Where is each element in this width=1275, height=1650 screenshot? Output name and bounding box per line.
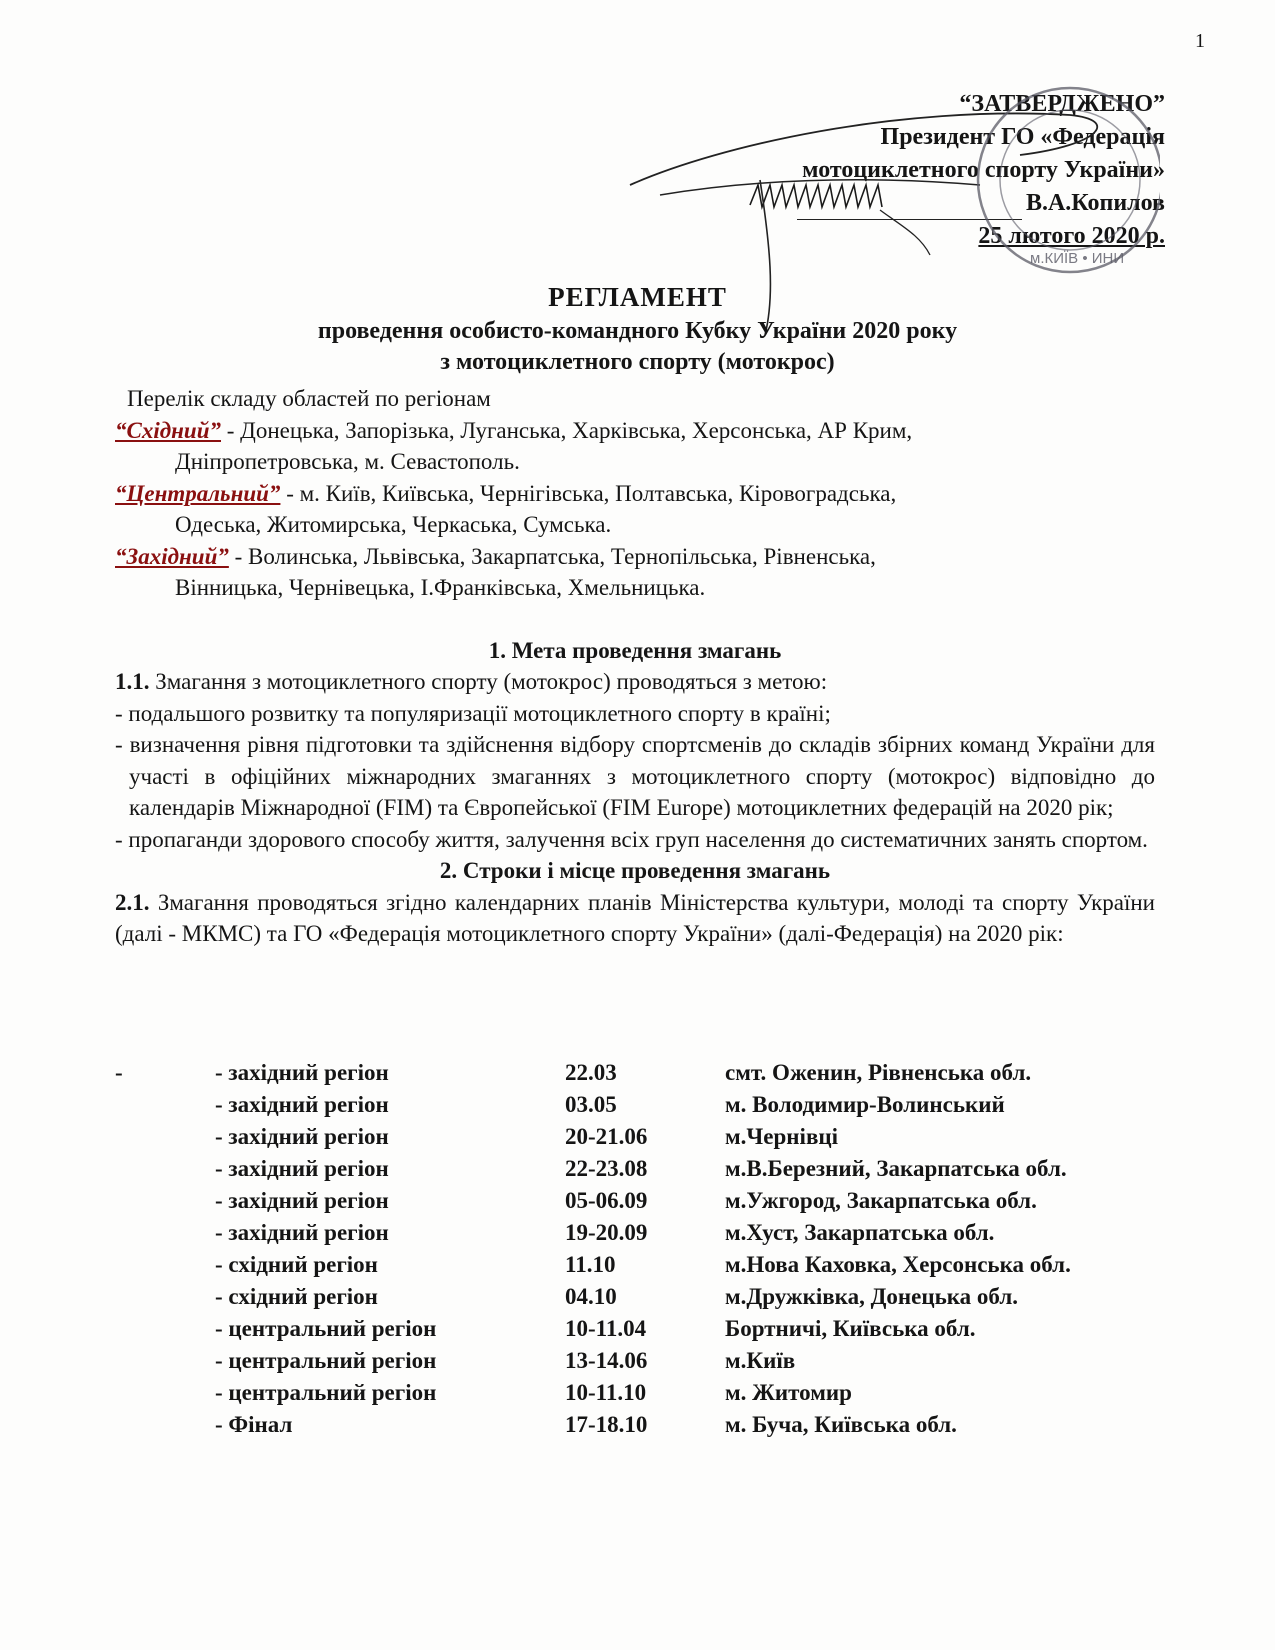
row-region: - західний регіон	[215, 1124, 389, 1149]
row-place: м.Чернівці	[725, 1124, 839, 1149]
list-item: - подальшого розвитку та популяризації мотоциклетного спорту в країні;	[115, 700, 831, 726]
row-place: м.Нова Каховка, Херсонська обл.	[725, 1252, 1071, 1277]
row-place: м. Житомир	[725, 1380, 852, 1405]
row-date: 17-18.10	[565, 1412, 648, 1437]
row-dash: -	[115, 1060, 123, 1085]
paragraph-number: 1.1.	[115, 669, 150, 694]
regions-intro: Перелік складу областей по регіонам	[127, 386, 491, 411]
row-date: 05-06.09	[565, 1188, 648, 1213]
approval-date: 25 лютого 2020 р.	[978, 223, 1165, 249]
row-date: 22-23.08	[565, 1156, 648, 1181]
document-body	[115, 383, 1155, 950]
list-item: - визначення рівня підготовки та здійснення відбору спортсменів до складів збірних команд України для участі в офіційних міжнародних змаганнях з мотоциклетного спорту (мотокрос) відповідно до календарів Міжнародної (FIM) та Європейської (FIM Europe) мотоциклетних федерацій на 2020 рік;	[115, 732, 1155, 820]
page-number: 1	[1195, 30, 1205, 52]
row-region: - центральний регіон	[215, 1380, 437, 1405]
row-date: 04.10	[565, 1284, 617, 1309]
row-place: м. Буча, Київська обл.	[725, 1412, 957, 1437]
region-list: - м. Київ, Київська, Чернігівська, Полтавська, Кіровоградська,	[280, 480, 897, 506]
row-date: 19-20.09	[565, 1220, 648, 1245]
approval-signature-line	[797, 187, 1165, 220]
approval-line-2: мотоциклетного спорту України»	[802, 157, 1165, 183]
region-name: “Центральний”	[115, 480, 281, 506]
paragraph-text: Змагання проводяться згідно календарних планів Міністерства культури, молоді та спорту України (далі - МКМС) та ГО «Федерація мотоциклетного спорту України» (далі-Федерація) на 2020 рік:	[115, 889, 1155, 946]
row-place: смт. Оженин, Рівненська обл.	[725, 1060, 1032, 1085]
row-date: 20-21.06	[565, 1124, 648, 1149]
section-1-heading: 1. Мета проведення змагань	[488, 637, 782, 663]
row-region: - центральний регіон	[215, 1348, 437, 1373]
list-item: - пропаганди здорового способу життя, залучення всіх груп населення до систематичних занять спортом.	[115, 826, 1148, 852]
row-region: - східний регіон	[215, 1252, 378, 1277]
region-list-continued: Вінницька, Чернівецька, І.Франківська, Хмельницька.	[175, 575, 706, 600]
row-region: - Фінал	[215, 1412, 293, 1437]
title-main: РЕГЛАМЕНТ	[548, 282, 727, 312]
signature-underline	[797, 195, 1022, 220]
row-date: 22.03	[565, 1060, 617, 1085]
approval-line-1: Президент ГО «Федерація	[880, 124, 1165, 150]
row-region: - центральний регіон	[215, 1316, 437, 1341]
title-line-2: з мотоциклетного спорту (мотокрос)	[440, 349, 835, 375]
row-region: - західний регіон	[215, 1060, 389, 1085]
approver-name: В.А.Копилов	[1025, 190, 1165, 216]
row-date: 11.10	[565, 1252, 616, 1277]
approval-heading: “ЗАТВЕРДЖЕНО”	[959, 91, 1165, 117]
row-region: - західний регіон	[215, 1188, 389, 1213]
row-place: м. Володимир-Волинський	[725, 1092, 1005, 1117]
region-name: “Західний”	[115, 543, 229, 569]
title-line-1: проведення особисто-командного Кубку України 2020 року	[317, 318, 958, 344]
region-name: “Східний”	[115, 417, 221, 443]
region-central	[115, 478, 1155, 541]
row-place: м.Хуст, Закарпатська обл.	[725, 1220, 995, 1245]
row-place: Бортничі, Київська обл.	[725, 1316, 976, 1341]
row-region: - східний регіон	[215, 1284, 378, 1309]
paragraph-text: Змагання з мотоциклетного спорту (мотокрос) проводяться з метою:	[149, 669, 828, 694]
document-title	[0, 278, 1275, 378]
region-list: - Волинська, Львівська, Закарпатська, Тернопільська, Рівненська,	[228, 543, 876, 569]
region-list-continued: Одеська, Житомирська, Черкаська, Сумська.	[175, 512, 612, 537]
row-region: - західний регіон	[215, 1156, 389, 1181]
region-east	[115, 415, 1155, 478]
row-region: - західний регіон	[215, 1092, 389, 1117]
region-west	[115, 541, 1155, 604]
row-date: 10-11.04	[565, 1316, 647, 1341]
row-place: м.В.Березний, Закарпатська обл.	[725, 1156, 1067, 1181]
row-place: м.Ужгород, Закарпатська обл.	[725, 1188, 1037, 1213]
paragraph-2-1	[115, 887, 1155, 950]
paragraph-1-1	[115, 666, 1155, 698]
row-date: 03.05	[565, 1092, 617, 1117]
row-place: м.Київ	[725, 1348, 796, 1373]
row-place: м.Дружківка, Донецька обл.	[725, 1284, 1019, 1309]
approval-block	[797, 88, 1165, 253]
region-list-continued: Дніпропетровська, м. Севастополь.	[175, 449, 520, 474]
stamp-text: м.КИЇВ • ИНИ	[1030, 250, 1125, 267]
paragraph-number: 2.1.	[115, 889, 150, 915]
region-list: - Донецька, Запорізька, Луганська, Харківська, Херсонська, АР Крим,	[221, 417, 913, 443]
row-date: 10-11.10	[565, 1380, 647, 1405]
row-date: 13-14.06	[565, 1348, 648, 1373]
section-2-heading: 2. Строки і місце проведення змагань	[439, 858, 831, 883]
row-region: - західний регіон	[215, 1220, 389, 1245]
